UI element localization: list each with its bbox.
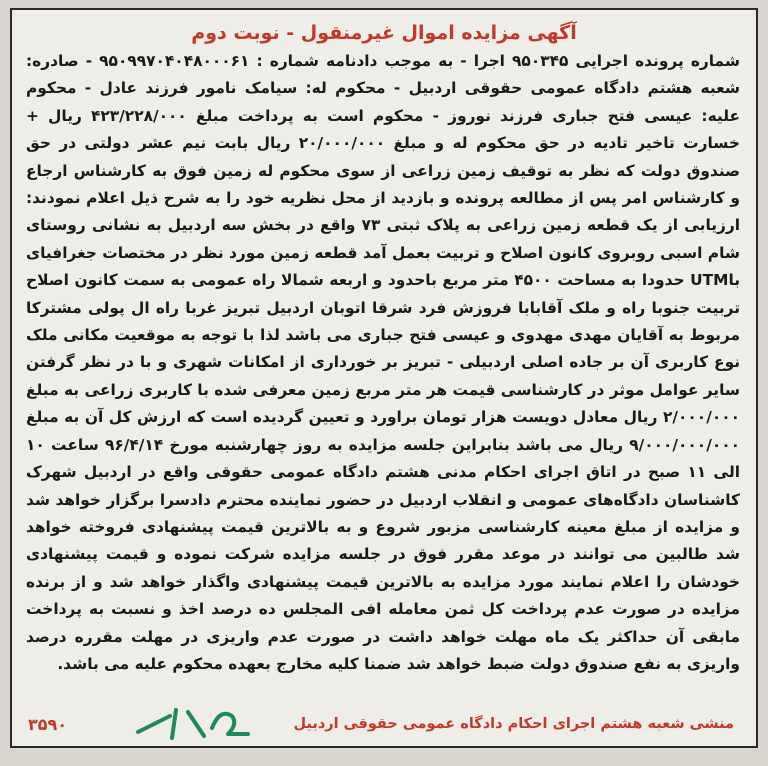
notice-signature: منشی شعبه هشتم اجرای احکام دادگاه عمومی حقوقی اردبیل [293,716,734,732]
notice-title: آگهی مزایده اموال غیرمنقول - نوبت دوم [191,22,577,44]
handwritten-mark [132,702,252,742]
notice-code: ۳۵۹۰ [28,715,68,734]
newspaper-notice [10,8,758,748]
notice-footer [12,704,756,738]
notice-body: شماره پرونده اجرایی ۹۵۰۳۴۵ اجرا - به موجب دادنامه شماره : ۹۵۰۹۹۷۰۴۰۴۸۰۰۰۶۱ - صادره: شعبه هشتم دادگاه عمومی حقوقی اردبیل - محکوم له: سیامک نامور فرزند عادل - محکوم علیه: عیسی فتح جباری فرزند نوروز - محکوم است به پرداخت مبلغ ۴۲۳/۲۲۸/۰۰۰ ریال + خسارت تاخیر تادیه در حق محکوم له و مبلغ ۲۰/۰۰۰/۰۰۰ ریال بابت نیم عشر دولتی در حق صندوق دولت که نظر به توقیف زمین زراعی از سوی محکوم له زمین فوق به کارشناس ارجاع و کارشناس امر پس از مطالعه پرونده و بازدید از محل نظریه خود را به شرح ذیل اعلام نمودند: ارزیابی از یک قطعه زمین زراعی به پلاک ثبتی ۷۳ واقع در بخش سه اردبیل به نشانی روستای شام اسبی روبروی کانون اصلاح و تربیت بعمل آمد قطعه زمین مورد نظر در مختصات جغرافیای باUTM حدودا به مساحت ۴۵۰۰ متر مربع باحدود و اربعه شمالا راه عمومی به سمت کانون اصلاح تربیت جنوبا راه و ملک آقابابا فروزش فرد شرقا اتوبان اردبیل تبریز غربا راه ال پولی مشترکا مربوط به آقایان مهدی مهدوی و عیسی فتح جباری می باشد لذا با توجه به موقعیت مکانی ملک نوع کاربری آن بر جاده اصلی اردبیلی - تبریز بر خورداری از امکانات شهری و با در نظر گرفتن سایر عوامل موثر در کارشناسی قیمت هر متر مربع زمین معرفی شده با کاربری زراعی به مبلغ ۲/۰۰۰/۰۰۰ ریال معادل دویست هزار تومان براورد و تعیین گردیده است که ارزش کل آن به مبلغ ۹/۰۰۰/۰۰۰/۰۰۰ ریال می باشد بنابراین جلسه مزایده به روز چهارشنبه مورخ ۹۶/۴/۱۴ ساعت ۱۰ الی ۱۱ صبح در اتاق اجرای احکام مدنی هشتم دادگاه عمومی حقوقی واقع در اردبیل شهرک کاشناسان دادگاه‌های عمومی و انقلاب اردبیل در حضور نماینده محترم دادسرا برگزار خواهد شد و مزایده از مبلغ معینه کارشناسی مزبور شروع و به بالاترین قیمت پیشنهادی فروخته خواهد شد طالبین می توانند در موعد مقرر فوق در جلسه مزایده شرکت نموده و قیمت پیشنهادی خودشان را اعلام نمایند مورد مزایده به بالاترین قیمت پیشنهادی واگذار خواهد شد و از برنده مزایده در صورت عدم پرداخت کل ثمن معامله افی المجلس ده درصد اخذ و نسبت به پرداخت مابقی آن حداکثر یک ماه مهلت خواهد داشت در صورت عدم واریزی در مهلت مقرره درصد واریزی به نفع صندوق دولت ضبط خواهد شد ضمنا کلیه مخارج بعهده محکوم علیه می باشد. [26,52,741,673]
